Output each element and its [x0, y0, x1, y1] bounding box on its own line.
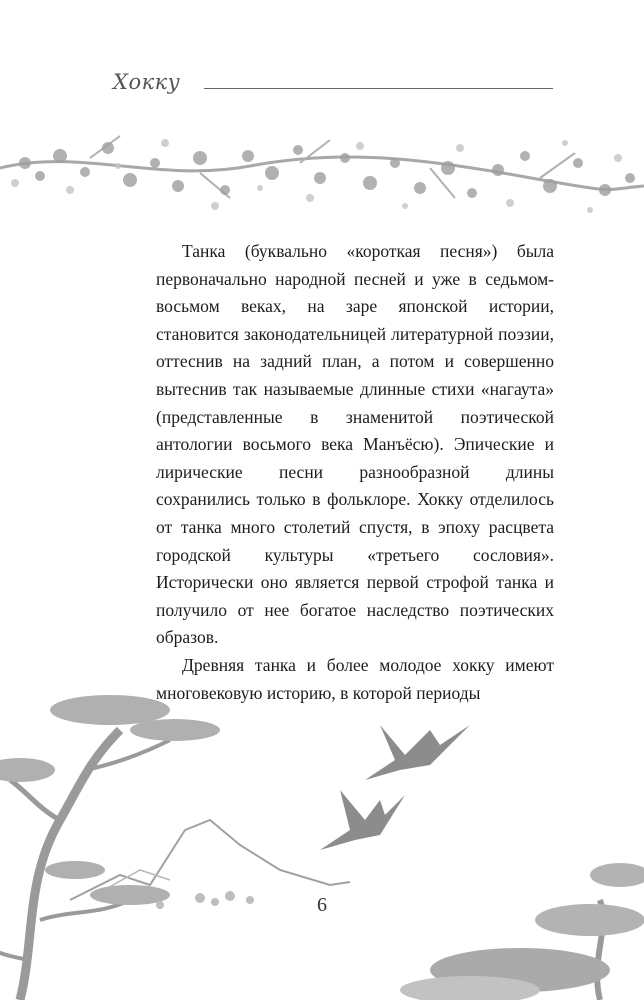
- landscape-ornament: [0, 670, 644, 1000]
- body-text: [156, 238, 554, 707]
- paragraph-1: Танка (буквально «короткая песня») была первоначально народной песней и уже в седьмом-восьмом веках, на заре японской истории, становится законодательницей литературной поэзии, оттеснив на задний план, а потом и совершенно вытеснив так называемые длинные стихи «нагаута» (представленные в знаменитой поэтической антологии восьмого века Манъёсю). Эпические и лирические песни разнообразной длины сохранились только в фольклоре. Хокку отделилось от танка много столетий спустя, в эпоху расцвета городской культуры «третьего сословия». Исторически оно является первой строфой танка и получило от нее богатое наследство поэтических образов.: [156, 241, 554, 648]
- crane-icon: [320, 725, 470, 850]
- paragraph-2: Древняя танка и более молодое хокку имеют многовековую историю, в которой периоды: [156, 654, 554, 703]
- running-title: Хокку: [113, 70, 181, 94]
- cherry-blossom-branch-ornament: [0, 128, 644, 223]
- page-number: 6: [317, 894, 327, 916]
- header-rule: [204, 88, 553, 89]
- pine-tree-right: [400, 863, 644, 1000]
